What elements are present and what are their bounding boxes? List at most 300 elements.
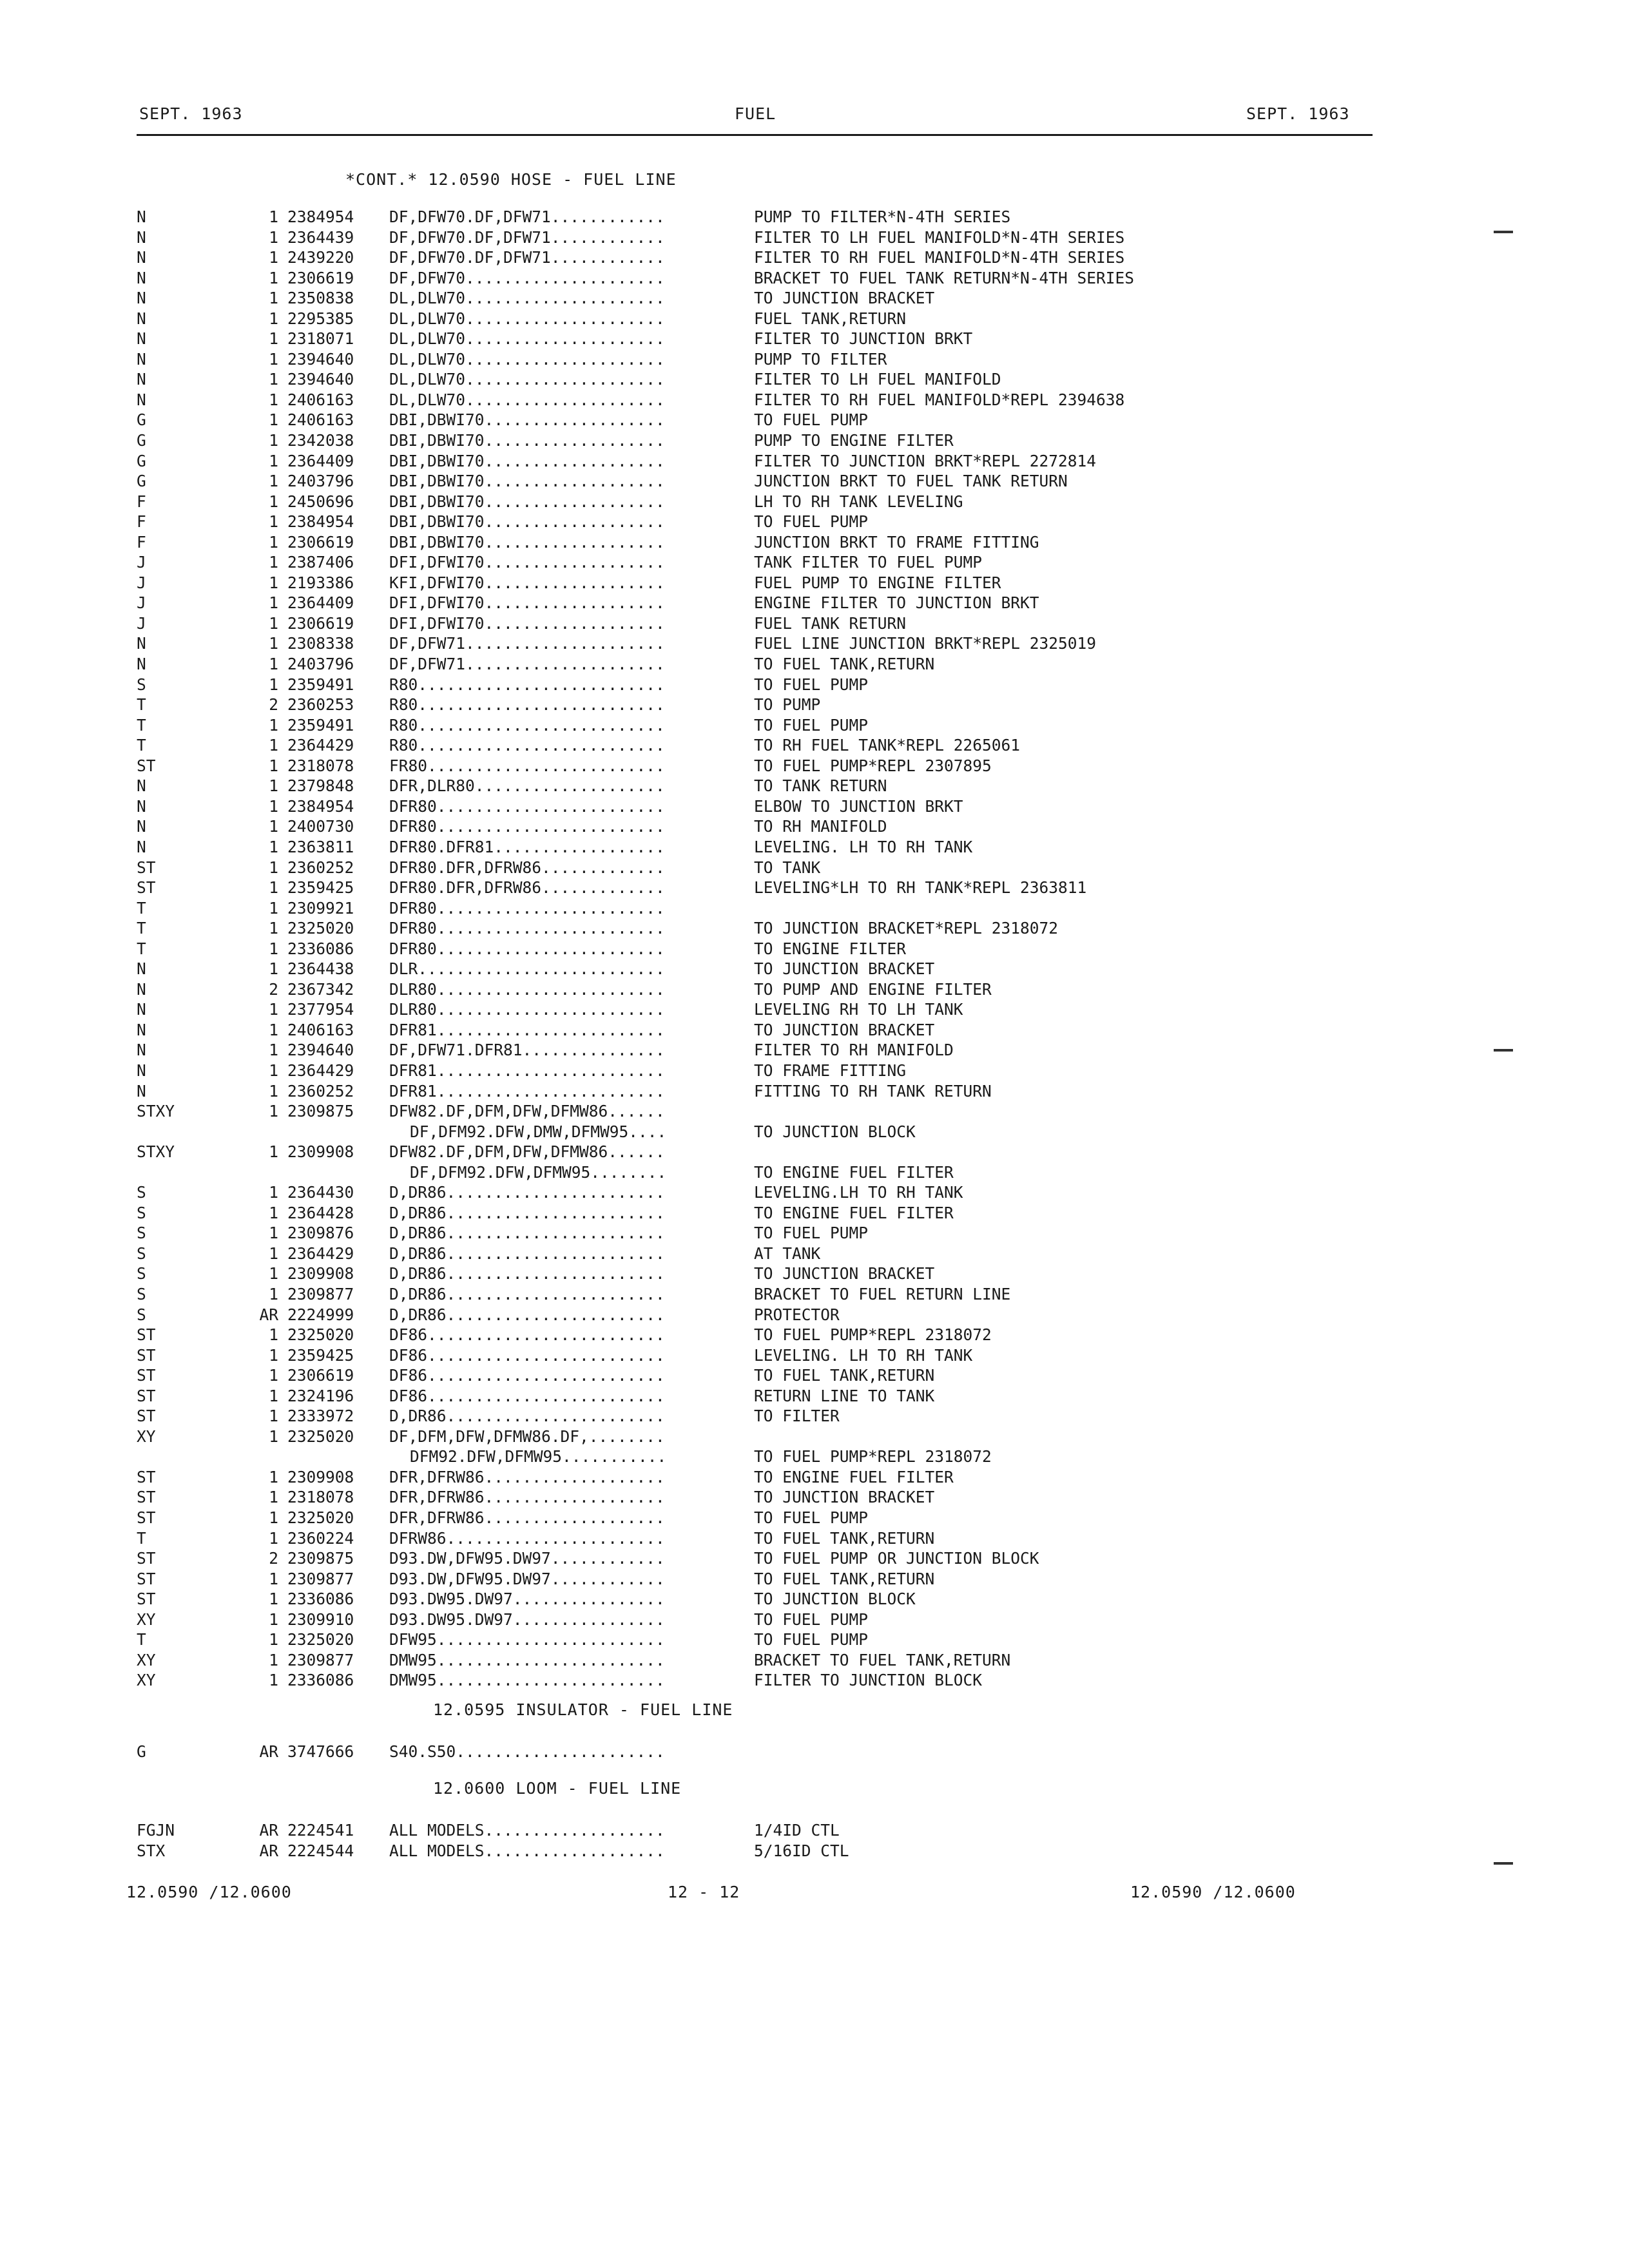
part-number: 2309875 <box>287 1549 354 1568</box>
models: DFR80........................ <box>389 919 665 938</box>
part-number: 2406163 <box>287 1020 354 1039</box>
usage-code: N <box>137 979 146 999</box>
quantity: 1 <box>269 573 278 592</box>
quantity: 1 <box>269 1467 278 1486</box>
quantity: 1 <box>269 1325 278 1345</box>
quantity: 1 <box>269 512 278 532</box>
quantity: 1 <box>269 227 278 247</box>
models: DF86......................... <box>389 1325 665 1345</box>
parts-row <box>0 1264 1629 1285</box>
usage-code: ST <box>137 1590 156 1609</box>
quantity: 1 <box>269 715 278 735</box>
models: DL,DLW70..................... <box>389 309 665 328</box>
description: TO FUEL PUMP*REPL 2318072 <box>754 1447 992 1466</box>
usage-code: T <box>137 715 146 735</box>
quantity: 1 <box>269 1000 278 1019</box>
part-number: 2439220 <box>287 248 354 267</box>
models: DFR81........................ <box>389 1081 665 1100</box>
description: TO FUEL PUMP <box>754 1610 869 1629</box>
quantity: 1 <box>269 675 278 694</box>
part-number: 2325020 <box>287 1325 354 1345</box>
description: TO RH MANIFOLD <box>754 817 887 836</box>
part-number: 2400730 <box>287 817 354 836</box>
quantity: 1 <box>269 1508 278 1527</box>
quantity: 1 <box>269 593 278 613</box>
part-number: 2377954 <box>287 1000 354 1019</box>
models: DBI,DBWI70................... <box>389 431 665 450</box>
usage-code: ST <box>137 1569 156 1588</box>
quantity: 1 <box>269 451 278 470</box>
models: DF86......................... <box>389 1345 665 1365</box>
quantity: 1 <box>269 817 278 836</box>
quantity: 1 <box>269 1203 278 1222</box>
usage-code: ST <box>137 858 156 877</box>
quantity: 1 <box>269 655 278 674</box>
parts-row <box>0 1021 1629 1041</box>
part-number: 2364439 <box>287 227 354 247</box>
usage-code: J <box>137 573 146 592</box>
description: ELBOW TO JUNCTION BRKT <box>754 796 963 816</box>
quantity: 1 <box>269 532 278 552</box>
models-continuation: DFM92.DFW,DFMW95........... <box>410 1447 667 1466</box>
part-number: 2394640 <box>287 349 354 369</box>
usage-code: N <box>137 309 146 328</box>
quantity: 1 <box>269 939 278 958</box>
models: DF,DFM,DFW,DFMW86.DF,........ <box>389 1427 665 1446</box>
models: DFI,DFWI70................... <box>389 553 665 572</box>
parts-row <box>0 959 1629 980</box>
models: DF,DFW71..................... <box>389 634 665 653</box>
models: FR80......................... <box>389 756 665 775</box>
parts-row <box>0 1305 1629 1326</box>
description: 5/16ID CTL <box>754 1841 849 1860</box>
quantity: 1 <box>269 492 278 511</box>
models: DFR,DFRW86................... <box>389 1508 665 1527</box>
quantity: 2 <box>269 695 278 715</box>
parts-row <box>0 1590 1629 1610</box>
description: TO FUEL TANK,RETURN <box>754 1569 935 1588</box>
part-number: 2306619 <box>287 1366 354 1385</box>
description: TO FUEL TANK,RETURN <box>754 1366 935 1385</box>
usage-code: N <box>137 1061 146 1080</box>
usage-code: ST <box>137 1467 156 1486</box>
parts-row <box>0 269 1629 289</box>
models: D93.DW95.DW97................ <box>389 1590 665 1609</box>
parts-row <box>0 1387 1629 1407</box>
quantity: 1 <box>269 1102 278 1121</box>
description: TO FUEL PUMP <box>754 715 869 735</box>
parts-row <box>0 1204 1629 1224</box>
quantity: 1 <box>269 1528 278 1548</box>
part-number: 2306619 <box>287 532 354 552</box>
usage-code: XY <box>137 1650 156 1669</box>
part-number: 2325020 <box>287 1630 354 1649</box>
models: D,DR86....................... <box>389 1264 665 1283</box>
usage-code: ST <box>137 1508 156 1527</box>
quantity: 1 <box>269 289 278 308</box>
quantity: 2 <box>269 1549 278 1568</box>
description: TO FUEL PUMP*REPL 2318072 <box>754 1325 992 1345</box>
models: DFRW86....................... <box>389 1528 665 1548</box>
part-number: 2406163 <box>287 390 354 409</box>
usage-code: XY <box>137 1427 156 1446</box>
parts-row <box>0 817 1629 838</box>
description: TO JUNCTION BLOCK <box>754 1590 916 1609</box>
parts-row <box>0 1821 1629 1841</box>
parts-row <box>0 207 1629 228</box>
quantity: 1 <box>269 898 278 918</box>
quantity: AR <box>259 1841 278 1860</box>
description: TO FUEL PUMP <box>754 512 869 532</box>
models-continuation: DF,DFM92.DFW,DFMW95........ <box>410 1162 667 1182</box>
part-number: 3747666 <box>287 1742 354 1761</box>
parts-row <box>0 1570 1629 1590</box>
quantity: 1 <box>269 370 278 389</box>
usage-code: T <box>137 898 146 918</box>
usage-code: N <box>137 634 146 653</box>
models: D,DR86....................... <box>389 1203 665 1222</box>
description: FILTER TO LH FUEL MANIFOLD*N-4TH SERIES <box>754 227 1125 247</box>
description: LH TO RH TANK LEVELING <box>754 492 963 511</box>
part-number: 2360252 <box>287 858 354 877</box>
part-number: 2394640 <box>287 370 354 389</box>
description: TO FUEL PUMP <box>754 1630 869 1649</box>
part-number: 2350838 <box>287 289 354 308</box>
description: TO ENGINE FILTER <box>754 939 907 958</box>
footer-section-range-right: 12.0590 /12.0600 <box>1130 1883 1296 1901</box>
usage-code: N <box>137 837 146 856</box>
description: LEVELING. LH TO RH TANK <box>754 837 973 856</box>
quantity: 1 <box>269 431 278 450</box>
models: DBI,DBWI70................... <box>389 512 665 532</box>
description: PROTECTOR <box>754 1305 840 1324</box>
parts-row <box>0 1488 1629 1508</box>
parts-row <box>0 228 1629 249</box>
part-number: 2224541 <box>287 1821 354 1840</box>
part-number: 2318078 <box>287 1488 354 1507</box>
models: DBI,DBWI70................... <box>389 410 665 430</box>
parts-row <box>0 1651 1629 1671</box>
parts-row <box>0 1224 1629 1244</box>
quantity: 1 <box>269 1407 278 1426</box>
quantity: 1 <box>269 776 278 796</box>
part-number: 2387406 <box>287 553 354 572</box>
part-number: 2384954 <box>287 512 354 532</box>
part-number: 2325020 <box>287 919 354 938</box>
part-number: 2309877 <box>287 1284 354 1303</box>
models: DFR81........................ <box>389 1020 665 1039</box>
models: DL,DLW70..................... <box>389 370 665 389</box>
description: TO JUNCTION BRACKET <box>754 1264 935 1283</box>
usage-code: N <box>137 207 146 226</box>
quantity: AR <box>259 1305 278 1324</box>
usage-code: S <box>137 1224 146 1243</box>
description: TO JUNCTION BLOCK <box>754 1122 916 1141</box>
models: DFR,DFRW86................... <box>389 1488 665 1507</box>
description: FILTER TO LH FUEL MANIFOLD <box>754 370 1001 389</box>
models: DFR80.DFR,DFRW86............. <box>389 878 665 898</box>
quantity: 1 <box>269 1284 278 1303</box>
models: DF86......................... <box>389 1386 665 1405</box>
usage-code: G <box>137 1742 146 1761</box>
usage-code: G <box>137 410 146 430</box>
description: FILTER TO RH MANIFOLD <box>754 1041 954 1060</box>
models: DFR,DFRW86................... <box>389 1467 665 1486</box>
part-number: 2309908 <box>287 1264 354 1283</box>
quantity: 1 <box>269 1427 278 1446</box>
models: ALL MODELS................... <box>389 1821 665 1840</box>
models: DMW95........................ <box>389 1650 665 1669</box>
parts-row <box>0 1468 1629 1488</box>
usage-code: N <box>137 329 146 349</box>
usage-code: ST <box>137 1407 156 1426</box>
description: TO RH FUEL TANK*REPL 2265061 <box>754 736 1021 755</box>
models: DF,DFW70..................... <box>389 268 665 287</box>
usage-code: N <box>137 370 146 389</box>
parts-row <box>0 1163 1629 1184</box>
part-number: 2403796 <box>287 655 354 674</box>
usage-code: T <box>137 1630 146 1649</box>
part-number: 2403796 <box>287 472 354 491</box>
quantity: 1 <box>269 553 278 572</box>
part-number: 2363811 <box>287 837 354 856</box>
parts-row <box>0 1630 1629 1651</box>
models: D,DR86....................... <box>389 1284 665 1303</box>
part-number: 2359425 <box>287 1345 354 1365</box>
usage-code: F <box>137 492 146 511</box>
usage-code: ST <box>137 1366 156 1385</box>
models: ALL MODELS................... <box>389 1841 665 1860</box>
description: TO ENGINE FUEL FILTER <box>754 1162 954 1182</box>
description: JUNCTION BRKT TO FUEL TANK RETURN <box>754 472 1068 491</box>
models: DFR80........................ <box>389 796 665 816</box>
part-number: 2309908 <box>287 1467 354 1486</box>
description: TO JUNCTION BRACKET <box>754 289 935 308</box>
part-number: 2359491 <box>287 675 354 694</box>
part-number: 2325020 <box>287 1508 354 1527</box>
description: TO PUMP <box>754 695 821 715</box>
parts-row <box>0 980 1629 1001</box>
usage-code: G <box>137 472 146 491</box>
quantity: 1 <box>269 410 278 430</box>
parts-list <box>0 207 1629 1691</box>
parts-row <box>0 899 1629 919</box>
part-number: 2224999 <box>287 1305 354 1324</box>
usage-code: F <box>137 532 146 552</box>
models: DFR80........................ <box>389 939 665 958</box>
models: DMW95........................ <box>389 1671 665 1690</box>
models: DFI,DFWI70................... <box>389 593 665 613</box>
parts-row <box>0 1610 1629 1631</box>
quantity: 1 <box>269 1020 278 1039</box>
quantity: 1 <box>269 1244 278 1263</box>
header-section-title: FUEL <box>735 104 776 123</box>
part-number: 2306619 <box>287 613 354 633</box>
models: DLR80........................ <box>389 979 665 999</box>
usage-code: S <box>137 1203 146 1222</box>
description: LEVELING.LH TO RH TANK <box>754 1183 963 1202</box>
parts-row <box>0 939 1629 960</box>
part-number: 2364429 <box>287 1244 354 1263</box>
parts-row <box>0 1407 1629 1427</box>
description: FILTER TO RH FUEL MANIFOLD*REPL 2394638 <box>754 390 1125 409</box>
quantity: 1 <box>269 207 278 226</box>
part-number: 2306619 <box>287 268 354 287</box>
models: R80.......................... <box>389 736 665 755</box>
usage-code: ST <box>137 1386 156 1405</box>
parts-row <box>0 634 1629 655</box>
parts-row <box>0 452 1629 472</box>
quantity: 1 <box>269 390 278 409</box>
part-number: 2309877 <box>287 1650 354 1669</box>
description: TO FUEL TANK,RETURN <box>754 1528 935 1548</box>
description: TO PUMP AND ENGINE FILTER <box>754 979 992 999</box>
quantity: 1 <box>269 1061 278 1080</box>
parts-row <box>0 410 1629 431</box>
parts-row <box>0 309 1629 330</box>
parts-row <box>0 878 1629 899</box>
parts-row <box>0 1244 1629 1265</box>
description: TO FUEL PUMP <box>754 675 869 694</box>
models: DFR80........................ <box>389 898 665 918</box>
quantity: 1 <box>269 756 278 775</box>
models: DFR80........................ <box>389 817 665 836</box>
parts-row <box>0 1102 1629 1122</box>
part-number: 2325020 <box>287 1427 354 1446</box>
models: DL,DLW70..................... <box>389 349 665 369</box>
parts-row <box>0 248 1629 269</box>
quantity: 1 <box>269 1590 278 1609</box>
quantity: 1 <box>269 1081 278 1100</box>
description: FILTER TO JUNCTION BLOCK <box>754 1671 983 1690</box>
models: DFW82.DF,DFM,DFW,DFMW86...... <box>389 1102 665 1121</box>
models: DL,DLW70..................... <box>389 329 665 349</box>
description: TO FUEL TANK,RETURN <box>754 655 935 674</box>
usage-code: J <box>137 613 146 633</box>
part-number: 2359491 <box>287 715 354 735</box>
description: FUEL TANK RETURN <box>754 613 907 633</box>
quantity: 1 <box>269 1488 278 1507</box>
part-number: 2384954 <box>287 207 354 226</box>
usage-code: F <box>137 512 146 532</box>
models: DFI,DFWI70................... <box>389 613 665 633</box>
part-number: 2364429 <box>287 736 354 755</box>
description: TO FRAME FITTING <box>754 1061 907 1080</box>
quantity: 1 <box>269 1386 278 1405</box>
quantity: 1 <box>269 1650 278 1669</box>
quantity: 1 <box>269 613 278 633</box>
models: D93.DW,DFW95.DW97............ <box>389 1569 665 1588</box>
parts-row <box>0 1742 1629 1763</box>
description: JUNCTION BRKT TO FRAME FITTING <box>754 532 1039 552</box>
usage-code: J <box>137 553 146 572</box>
quantity: 1 <box>269 858 278 877</box>
part-number: 2324196 <box>287 1386 354 1405</box>
quantity: AR <box>259 1821 278 1840</box>
usage-code: N <box>137 959 146 979</box>
quantity: 1 <box>269 1264 278 1283</box>
models: DFR,DLR80.................... <box>389 776 665 796</box>
page-number: 12 - 12 <box>668 1883 740 1901</box>
description: ENGINE FILTER TO JUNCTION BRKT <box>754 593 1039 613</box>
quantity: 1 <box>269 1671 278 1690</box>
parts-row <box>0 1427 1629 1448</box>
parts-row <box>0 655 1629 675</box>
section-heading-insulator: 12.0595 INSULATOR - FUEL LINE <box>433 1700 733 1719</box>
parts-row <box>0 1841 1629 1862</box>
part-number: 2309875 <box>287 1102 354 1121</box>
description: FILTER TO JUNCTION BRKT <box>754 329 973 349</box>
usage-code: S <box>137 1183 146 1202</box>
part-number: 2336086 <box>287 1671 354 1690</box>
part-number: 2406163 <box>287 410 354 430</box>
part-number: 2333972 <box>287 1407 354 1426</box>
usage-code: G <box>137 431 146 450</box>
parts-row <box>0 1447 1629 1468</box>
usage-code: N <box>137 796 146 816</box>
description: TO FUEL PUMP <box>754 410 869 430</box>
quantity: 1 <box>269 472 278 491</box>
usage-code: S <box>137 1284 146 1303</box>
quantity: 1 <box>269 1630 278 1649</box>
usage-code: S <box>137 1305 146 1324</box>
description: 1/4ID CTL <box>754 1821 840 1840</box>
part-number: 2364409 <box>287 451 354 470</box>
section-heading-loom: 12.0600 LOOM - FUEL LINE <box>433 1779 682 1798</box>
part-number: 2364429 <box>287 1061 354 1080</box>
parts-row <box>0 675 1629 696</box>
description: FILTER TO JUNCTION BRKT*REPL 2272814 <box>754 451 1097 470</box>
part-number: 2193386 <box>287 573 354 592</box>
usage-code: S <box>137 1264 146 1283</box>
usage-code: T <box>137 736 146 755</box>
description: TO FUEL PUMP*REPL 2307895 <box>754 756 992 775</box>
part-number: 2384954 <box>287 796 354 816</box>
description: TO JUNCTION BRACKET <box>754 1488 935 1507</box>
models: S40.S50...................... <box>389 1742 665 1761</box>
description: PUMP TO FILTER <box>754 349 887 369</box>
parts-row <box>0 350 1629 370</box>
part-number: 2364430 <box>287 1183 354 1202</box>
parts-row <box>0 919 1629 939</box>
quantity: 2 <box>269 979 278 999</box>
models: D,DR86....................... <box>389 1407 665 1426</box>
models: DL,DLW70..................... <box>389 390 665 409</box>
description: TO ENGINE FUEL FILTER <box>754 1467 954 1486</box>
usage-code: T <box>137 1528 146 1548</box>
part-number: 2309876 <box>287 1224 354 1243</box>
description: FUEL LINE JUNCTION BRKT*REPL 2325019 <box>754 634 1097 653</box>
parts-row <box>0 492 1629 513</box>
models: DLR80........................ <box>389 1000 665 1019</box>
parts-row <box>0 1671 1629 1691</box>
parts-row <box>0 1508 1629 1529</box>
usage-code: N <box>137 1041 146 1060</box>
quantity: 1 <box>269 329 278 349</box>
quantity: 1 <box>269 1183 278 1202</box>
parts-row <box>0 797 1629 818</box>
description: AT TANK <box>754 1244 821 1263</box>
usage-code: FGJN <box>137 1821 175 1840</box>
models: DF86......................... <box>389 1366 665 1385</box>
description: TO TANK <box>754 858 821 877</box>
parts-row <box>0 1325 1629 1346</box>
models: DFW82.DF,DFM,DFW,DFMW86...... <box>389 1142 665 1162</box>
parts-row <box>0 472 1629 492</box>
quantity: 1 <box>269 959 278 979</box>
parts-row <box>0 858 1629 879</box>
usage-code: ST <box>137 1488 156 1507</box>
